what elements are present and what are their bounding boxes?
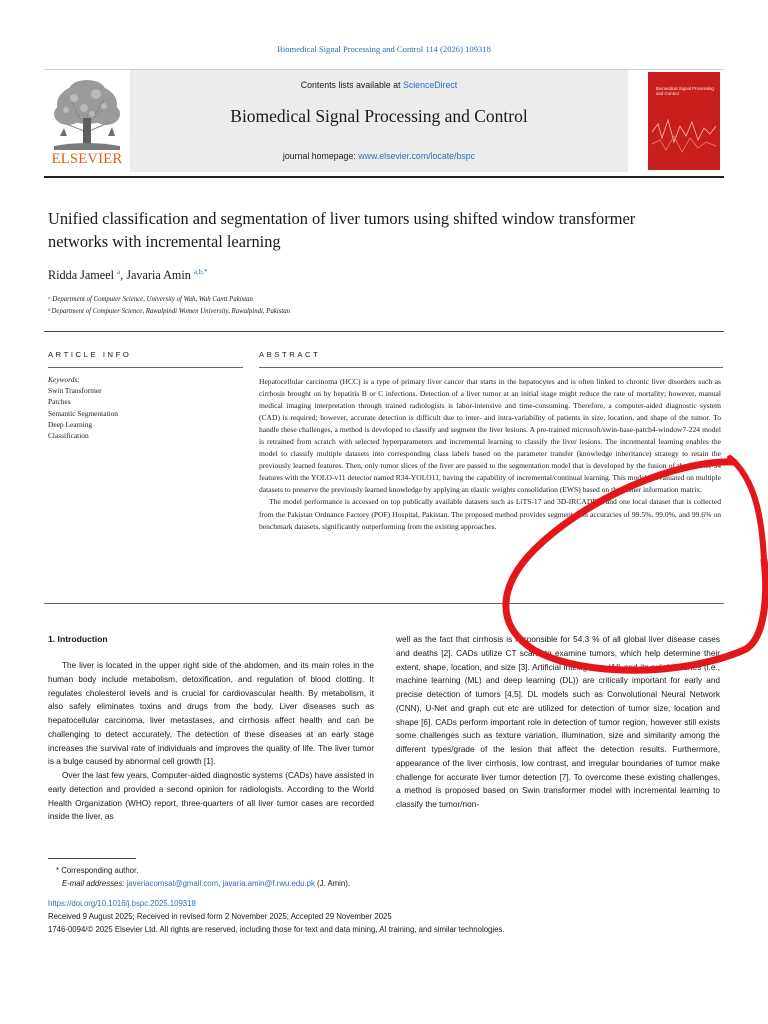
author-name[interactable]: Javaria Amin (126, 268, 191, 283)
received-dates: Received 9 August 2025; Received in revised form 2 November 2025; Accepted 29 November 2025 (48, 912, 392, 921)
email-separator: , (218, 879, 223, 888)
cover-title: Biomedical Signal Processing and Control (656, 86, 714, 97)
contents-line (130, 80, 628, 90)
red-annotation-circle-icon (494, 440, 768, 680)
doi-link[interactable]: https://doi.org/10.1016/j.bspc.2025.109318 (48, 899, 196, 908)
journal-cover-thumbnail[interactable] (648, 72, 720, 170)
elsevier-wordmark: ELSEVIER (51, 151, 123, 167)
affiliation-b: ᵇ Department of Computer Science, Rawalpindi Women University, Rawalpindi, Pakistan (48, 308, 291, 315)
title-divider (44, 331, 724, 332)
corresponding-author-note: * Corresponding author. (56, 866, 139, 875)
keyword-item: Patches (48, 397, 71, 407)
keywords-block (48, 374, 243, 441)
body-paragraph: well as the fact that cirrhosis is responsible for 54.3 % of all global liver disease cases and deaths [2]. CADs utilize CT scans to examine tumors, which help determine their extent, shape, location, and size [3]. Artificial intelligence (AI) and its sub-branches (i.e., machine learning (ML) and deep learning (DL)) are critically important for early and precise detection of tumors [4,5]. DL models such as Convolutional Neural Network (CNN), U-Net and graph cut etc are utilized for detection of tumor size, location and shape [6]. CADs perform important role in detection of tumor region, however still exists some challenges such as texture variation, illumination, size and similarity among the different types/grade of the lesion that affect the detection results. Furthermore, appearance of the liver cirrhosis, low contrast, and irregular boundaries of tumor make challenge for accurate liver tumor detection [7]. To overcome these existing challenges, a method is proposed based on Swin transformer model with incremental learning to classify the tumor/non- (396, 635, 720, 809)
article-title: Unified classification and segmentation of liver tumors using shifted window transformer networks with incremental learning (48, 209, 636, 251)
header-bottom-rule (44, 176, 724, 178)
email-link[interactable]: javeriacomsat@gmail.com (126, 879, 219, 888)
sciencedirect-link[interactable]: ScienceDirect (402, 80, 458, 90)
keyword-item: Deep Learning (48, 419, 93, 429)
author-list (48, 268, 208, 283)
email-suffix: (J. Amin). (314, 879, 350, 888)
keyword-item: Semantic Segmentation (48, 408, 118, 418)
cover-waveform-icon (648, 72, 720, 170)
author-name[interactable]: Ridda Jameel (48, 268, 114, 283)
keyword-item: Swin Transformer (48, 386, 102, 396)
homepage-prefix: journal homepage: (282, 151, 359, 161)
footnote-rule (48, 858, 136, 859)
keywords-label: Keywords: (48, 375, 80, 384)
email-link[interactable]: javaria.amin@f.rwu.edu.pk (222, 879, 315, 888)
journal-title: Biomedical Signal Processing and Control (230, 106, 528, 126)
introduction-heading: 1. Introduction (48, 634, 108, 644)
body-paragraph: Over the last few years, Computer-aided diagnostic systems (CADs) have assisted in early detection and provided a second opinion for radiologists. According to the World Health Organization (WHO) report, three-quarters of all liver tumor cases are recorded inside the liver, as (48, 771, 374, 822)
journal-citation-link[interactable]: Biomedical Signal Processing and Control 114 (2026) 109318 (277, 44, 491, 54)
body-paragraph: The liver is located in the upper right side of the abdomen, and its main roles in the human body include metabolism, detoxification, and regulation of blood clotting. It regulates cholesterol levels and is crucial for cardiovascular health. By metabolism, it also safely eliminates toxins and drugs from the body. Liver diseases such as hepatocellular carcinoma, liver metastases, and cirrhosis affect health and can be challenging to detect accurately. The detection of these diseases at an early stage increases the survival rate of individuals and improves the quality of life. The liver tumor is a bulge caused by abnormal cell growth [1]. (48, 661, 374, 767)
contents-prefix: Contents lists available at (300, 80, 403, 90)
article-info-heading: ARTICLE INFO (48, 350, 132, 359)
keyword-item: Classification (48, 431, 89, 441)
body-left-column (48, 659, 374, 824)
abstract-heading: ABSTRACT (259, 350, 321, 359)
journal-homepage-link[interactable]: www.elsevier.com/locate/bspc (358, 151, 476, 161)
affiliation-a: ᵃ Department of Computer Science, University of Wah, Wah Cantt Pakistan (48, 296, 253, 303)
copyright-notice: 1746-0094/© 2025 Elsevier Ltd. All rights are reserved, including those for text and data mining, AI training, and similar technologies. (48, 925, 505, 934)
email-addresses (62, 879, 350, 888)
author-affiliation-marker[interactable]: a,b,* (193, 268, 208, 276)
abstract-paragraph: Hepatocellular carcinoma (HCC) is a type of primary liver cancer that starts in the hepatocytes and is often linked to chronic liver disorders such as cirrhosis brought on by hepatitis B or C infections. Detection of a liver tumor at an initial stage might reduce the rate of mortality; however, manual medical imaging interpretation through trained radiologists is labor-intensive and time-consuming. Therefore, a computer-aided diagnostic system (CAD) is required; however, accurate detection is difficult due to inter- and intra-variability of patients in size, location, and shape of the tumor. To handle these challenges, a method is developed to classify and segment the liver lesions. A pre-trained microsoft/swin-base-patch4-window7-224 model is retrained from scratch with selected hyperparameters and incremental learning to classify the liver lesions. The incremental learning enables the model to classify multiple datasets into corresponding class labels based on the parameter transfer (knowledge inheritance) strategy to retain the previously learned features. Then, only tumor slices of the liver are passed to the segmentation model that is developed by the fusion of the ResNet-34 features with the YOLO-v11 detector named R34-YOLO11, having the capability of incremental/continual learning. This model is evaluated on multiple datasets to preserve the previously learned knowledge by applying an elastic weights consolidation (EWS) based on the Fisher information matrix. (259, 377, 721, 495)
abstract-paragraph: The model performance is accessed on top publically available datasets such as LiTS-17 and 3D-IRCADB-1 and one local dataset that is collected from the Pakistan Ordnance Factory (POF) Hospital, Pakistan. The proposed method provides segmentation accuracies of 99.5%, 99.0%, and 99.6% on benchmark datasets, significantly outperforming from the existing approaches. (259, 497, 721, 531)
journal-homepage-line (130, 151, 628, 161)
email-label: E-mail addresses: (62, 879, 127, 888)
abstract-rule (259, 367, 723, 368)
article-info-rule (48, 367, 243, 368)
author-separator: , (120, 268, 127, 283)
author-affiliation-marker[interactable]: a (117, 268, 121, 276)
